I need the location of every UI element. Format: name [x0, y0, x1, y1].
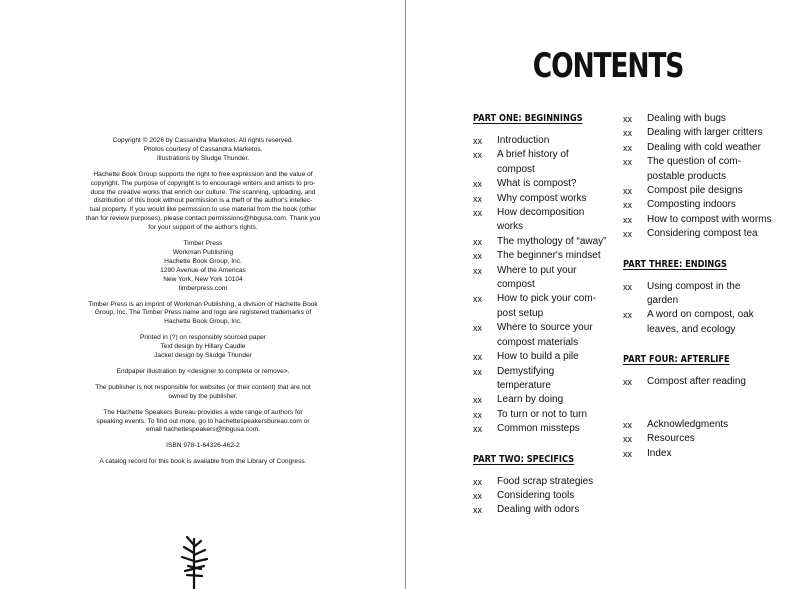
- toc-entry[interactable]: [473, 292, 608, 321]
- address-line: Hachette Book Group, Inc.: [164, 257, 242, 265]
- imprint-paragraph: [62, 301, 344, 328]
- rights-line: duce the creative works that enrich our culture. The scanning, uploading, and: [90, 188, 316, 196]
- toc-entry[interactable]: [473, 475, 608, 489]
- toc-page-number: xx: [623, 448, 632, 459]
- copyright-line: Copyright © 2026 by Cassandra Marketos. All rights reserved.: [112, 137, 294, 144]
- toc-entry-title: Compost after reading: [647, 376, 746, 388]
- catalog-line: A catalog record for this book is available from the Library of Congress.: [99, 458, 307, 466]
- toc-page-number: xx: [473, 409, 482, 420]
- isbn: [62, 442, 344, 451]
- imprint-line: Group, Inc. The Timber Press name and logo are registered trademarks of: [94, 309, 312, 317]
- credit-line: Text design by Hillary Caudle: [160, 343, 246, 351]
- toc-entry-title: Compost pile designs: [647, 185, 743, 197]
- toc-entry[interactable]: [473, 393, 608, 407]
- toc-page-number: xx: [473, 366, 482, 377]
- toc-entry-title: Acknowledgments: [647, 418, 729, 430]
- toc-entry[interactable]: [473, 148, 608, 177]
- publisher-address: [62, 240, 344, 293]
- toc-page-number: xx: [473, 193, 482, 204]
- toc-entry-title: Learn by doing: [497, 394, 564, 406]
- toc-entry-title: Dealing with larger critters: [647, 127, 763, 139]
- toc-page-number: xx: [473, 352, 482, 363]
- address-line: Timber Press: [183, 240, 223, 248]
- contents-title: CONTENTS: [532, 46, 684, 86]
- rights-line: distribution of this book without permission is a theft of the author's intellec-: [93, 197, 313, 205]
- address-line: Workman Publishing: [172, 248, 234, 256]
- rights-line: Hachette Book Group supports the right to free expression and the value of: [93, 170, 313, 178]
- toc-entry-title: Considering compost tea: [647, 228, 758, 240]
- toc-entry-title: To turn or not to turn: [497, 408, 588, 420]
- toc-entry-title: The beginner's mindset: [497, 250, 601, 262]
- toc-entry-title: Demystifying temperature: [497, 365, 555, 391]
- toc-entry-title: Dealing with cold weather: [647, 141, 761, 153]
- toc-entry-title: Food scrap strategies: [497, 475, 594, 487]
- toc-page-number: xx: [473, 294, 482, 305]
- toc-entry[interactable]: [473, 264, 608, 293]
- tree-logo-icon: [174, 533, 214, 589]
- rights-line: tual property. If you would like permission to use material from the book (other: [89, 206, 317, 214]
- toc-page-number: xx: [473, 323, 482, 334]
- toc-entry-title: Common missteps: [497, 423, 580, 435]
- toc-entry[interactable]: [623, 308, 773, 337]
- toc-page-number: xx: [473, 208, 482, 219]
- toc-page-number: xx: [473, 476, 482, 487]
- catalog-record: [62, 458, 344, 467]
- toc-entry[interactable]: [473, 177, 608, 191]
- rights-line: for your support of the author's rights.: [148, 224, 258, 232]
- photo-credit-line: Photos courtesy of Cassandra Marketos.: [143, 145, 263, 153]
- speakers-line: email hachettespeakers@hbgusa.com.: [145, 426, 261, 434]
- part-three-list: [623, 280, 773, 338]
- toc-entry-title: Introduction: [497, 135, 550, 146]
- imprint-line: Hachette Book Group, Inc.: [164, 318, 242, 326]
- toc-entry-title: How to pick your com-post setup: [497, 293, 596, 319]
- printing-credits: [62, 334, 344, 361]
- address-line: 1290 Avenue of the Americas: [160, 266, 246, 274]
- part-one-heading: PART ONE: BEGINNINGS: [473, 113, 583, 124]
- toc-entry-title: How to build a pile: [497, 351, 579, 363]
- toc-entry[interactable]: [623, 184, 773, 198]
- toc-page-number: xx: [473, 424, 482, 435]
- toc-entry-title: What is compost?: [497, 178, 577, 190]
- toc-page-number: xx: [623, 214, 632, 225]
- rights-line: than for review purposes), please contact permissions@hbgusa.com. Thank you: [85, 215, 321, 223]
- toc-entry-title: Where to source your compost materials: [497, 322, 593, 348]
- credit-line: Endpaper illustration by <designer to complete or remove>.: [116, 367, 290, 375]
- toc-entry-title: How to compost with worms: [647, 213, 772, 225]
- imprint-line: Timber Press is an imprint of Workman Publishing, a division of Hachette Book: [88, 300, 318, 308]
- toc-entry[interactable]: [473, 134, 608, 148]
- toc-entry[interactable]: [623, 227, 773, 241]
- toc-column-left: [473, 112, 608, 518]
- toc-entry-title: Resources: [647, 433, 695, 445]
- toc-entry[interactable]: [623, 126, 773, 140]
- part-two-list: [473, 475, 608, 518]
- toc-entry-title: The mythology of “away”: [497, 235, 607, 247]
- toc-entry[interactable]: [473, 192, 608, 206]
- toc-entry[interactable]: [623, 280, 773, 309]
- toc-entry-title: Considering tools: [497, 489, 575, 501]
- website-disclaimer: [62, 384, 344, 402]
- back-matter-list: [623, 418, 773, 461]
- disclaimer-line: owned by the publisher.: [168, 392, 238, 400]
- toc-entry-title: Dealing with odors: [497, 504, 580, 516]
- address-line: timberpress.com: [178, 284, 228, 292]
- toc-entry-title: Index: [647, 447, 672, 459]
- toc-entry-title: A brief history of compost: [497, 149, 569, 175]
- toc-page-number: xx: [623, 310, 632, 321]
- toc-column-right: [623, 112, 773, 461]
- toc-page-number: xx: [623, 200, 632, 211]
- part-two-heading: PART TWO: SPECIFICS: [473, 453, 575, 465]
- copyright-text: [62, 137, 344, 474]
- speakers-bureau: [62, 409, 344, 436]
- toc-entry-title: How decomposition works: [497, 207, 585, 233]
- toc-entry-title: A word on compost, oak leaves, and ecology: [647, 309, 754, 335]
- toc-page-number: xx: [623, 128, 632, 139]
- toc-entry[interactable]: [473, 235, 608, 249]
- toc-entry[interactable]: [473, 321, 608, 350]
- part-two-continued-list: [623, 112, 773, 242]
- toc-entry-title: The question of com-postable products: [647, 156, 741, 182]
- toc-entry[interactable]: [623, 447, 773, 461]
- toc-page-number: xx: [623, 419, 632, 430]
- toc-page-number: xx: [623, 281, 632, 292]
- rights-line: copyright. The purpose of copyright is to encourage writers and artists to pro-: [90, 179, 316, 187]
- toc-entry[interactable]: [473, 503, 608, 517]
- toc-entry-title: Using compost in the garden: [647, 280, 741, 307]
- part-one-list: [473, 134, 608, 437]
- toc-page-number: xx: [473, 490, 482, 501]
- disclaimer-line: The publisher is not responsible for websites (or their content) that are not: [95, 383, 311, 391]
- toc-entry[interactable]: [473, 249, 608, 263]
- toc-page-number: xx: [473, 236, 482, 247]
- copyright-paragraph: [62, 137, 344, 164]
- toc-entry[interactable]: [623, 198, 773, 212]
- toc-entry[interactable]: [473, 365, 608, 394]
- toc-entry-title: Dealing with bugs: [647, 113, 726, 124]
- credit-line: Printed in (?) on responsibly sourced paper: [139, 334, 267, 342]
- toc-page-number: xx: [473, 265, 482, 276]
- toc-page-number: xx: [623, 114, 632, 124]
- toc-entry[interactable]: [623, 418, 773, 432]
- toc-page-number: xx: [473, 150, 482, 161]
- toc-page-number: xx: [623, 229, 632, 240]
- speakers-line: The Hachette Speakers Bureau provides a wide range of authors for: [103, 408, 303, 416]
- toc-page-number: xx: [473, 136, 482, 146]
- address-line: New York, New York 10104: [163, 275, 243, 283]
- credit-line: Jacket design by Sludge Thunder: [154, 352, 252, 360]
- toc-entry[interactable]: [473, 489, 608, 503]
- toc-page-number: xx: [623, 434, 632, 445]
- toc-page-number: xx: [473, 251, 482, 262]
- isbn-line: ISBN 978-1-64326-462-2: [166, 442, 240, 450]
- toc-entry-title: Where to put your compost: [497, 264, 577, 291]
- toc-entry-title: Why compost works: [497, 192, 587, 204]
- toc-entry[interactable]: [623, 112, 773, 126]
- toc-page-number: xx: [473, 179, 482, 190]
- part-four-heading: PART FOUR: AFTERLIFE: [623, 354, 730, 366]
- toc-page-number: xx: [473, 395, 482, 406]
- endpaper-credit: [62, 368, 344, 377]
- toc-entry[interactable]: [473, 206, 608, 235]
- illustration-credit-line: Illustrations by Sludge Thunder.: [156, 154, 250, 162]
- toc-entry[interactable]: [473, 408, 608, 422]
- toc-entry[interactable]: [473, 350, 608, 364]
- toc-page-number: xx: [623, 157, 632, 168]
- toc-entry[interactable]: [623, 141, 773, 155]
- toc-entry[interactable]: [473, 422, 608, 436]
- speakers-line: speaking events. To find out more, go to hachettespeakersbureau.com or: [96, 417, 310, 425]
- part-three-heading: PART THREE: ENDINGS: [623, 258, 727, 270]
- rights-paragraph: [62, 171, 344, 233]
- toc-entry-title: Composting indoors: [647, 199, 736, 211]
- toc-page-number: xx: [473, 505, 482, 516]
- toc-page-number: xx: [623, 377, 632, 388]
- toc-entry[interactable]: [623, 213, 773, 227]
- toc-entry[interactable]: [623, 375, 773, 389]
- toc-page-number: xx: [623, 186, 632, 197]
- part-four-list: [623, 375, 773, 389]
- toc-entry[interactable]: [623, 432, 773, 446]
- toc-page-number: xx: [623, 142, 632, 153]
- toc-entry[interactable]: [623, 155, 773, 184]
